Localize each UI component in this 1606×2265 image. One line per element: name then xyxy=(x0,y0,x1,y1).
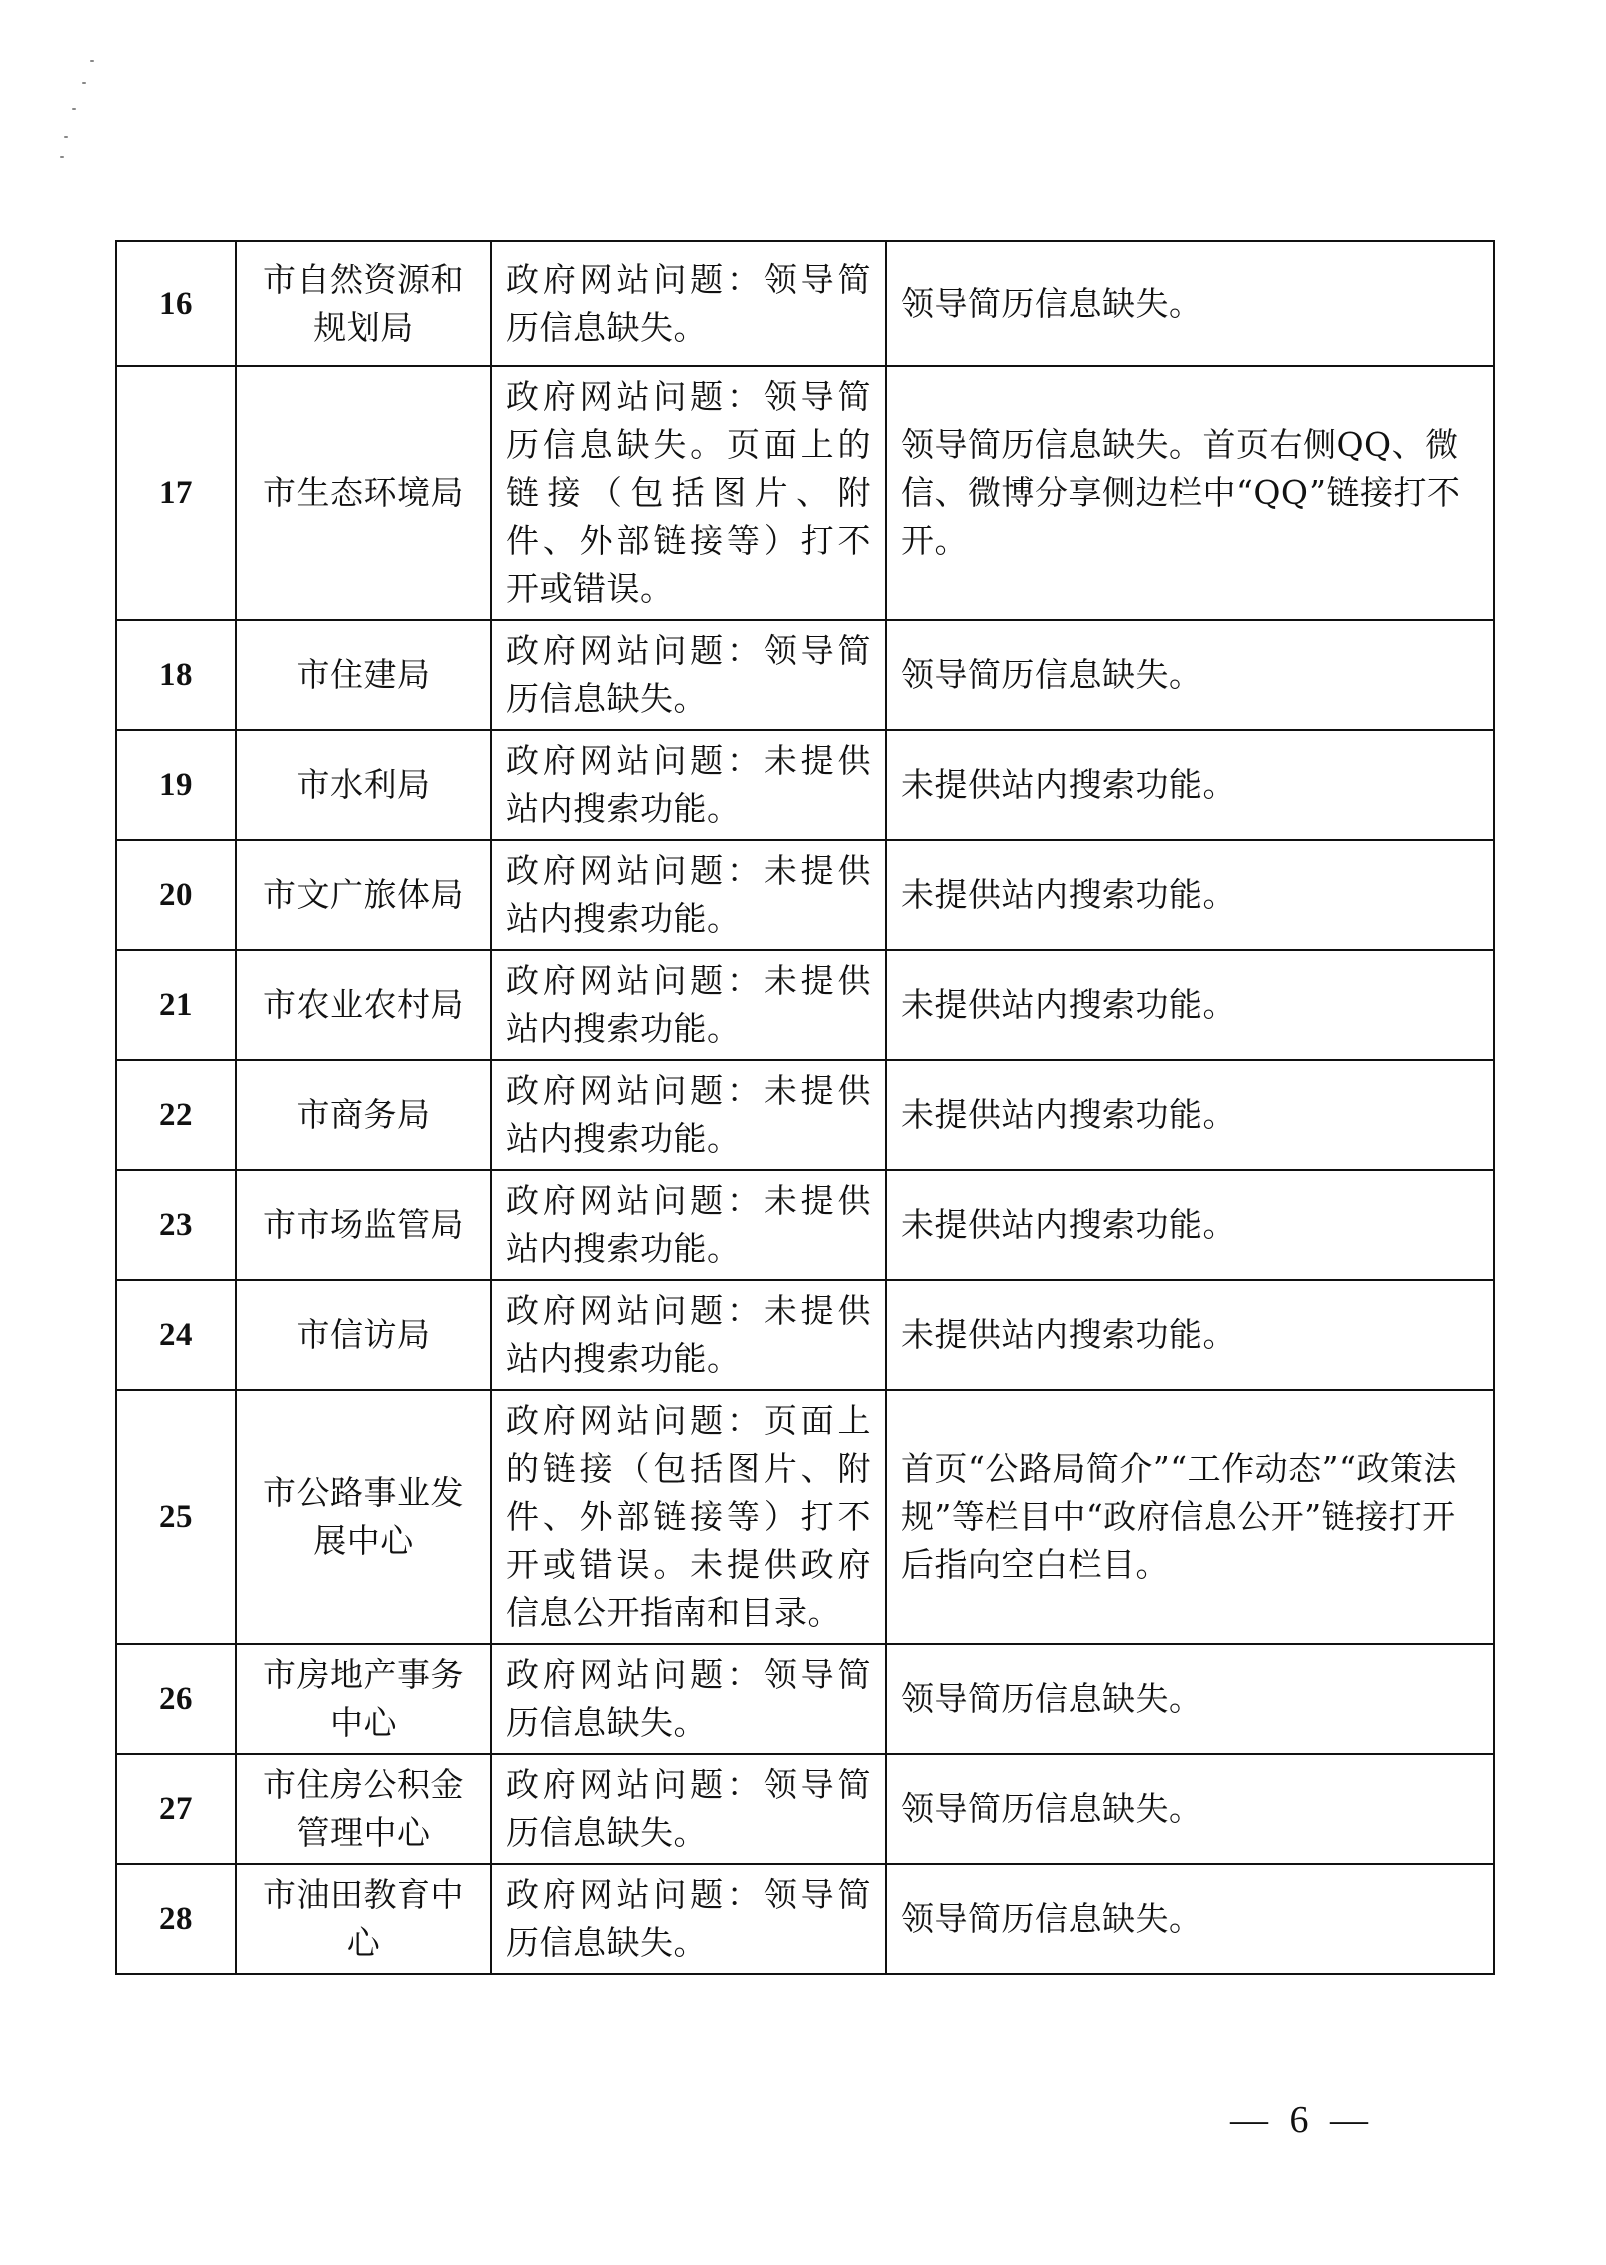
unit-name: 市住建局 xyxy=(236,620,491,730)
issue-text: 政府网站问题：未提供站内搜索功能。 xyxy=(491,1170,886,1280)
unit-name: 市油田教育中心 xyxy=(236,1864,491,1974)
row-number: 22 xyxy=(116,1060,236,1170)
row-number: 27 xyxy=(116,1754,236,1864)
issue-text: 政府网站问题：领导简历信息缺失。 xyxy=(491,241,886,366)
detail-text: 领导简历信息缺失。 xyxy=(886,620,1494,730)
issue-text: 政府网站问题：未提供站内搜索功能。 xyxy=(491,1280,886,1390)
row-number: 24 xyxy=(116,1280,236,1390)
table-row xyxy=(116,840,1494,950)
unit-name: 市农业农村局 xyxy=(236,950,491,1060)
table-row xyxy=(116,1754,1494,1864)
detail-text: 未提供站内搜索功能。 xyxy=(886,1170,1494,1280)
row-number: 28 xyxy=(116,1864,236,1974)
unit-name: 市水利局 xyxy=(236,730,491,840)
table-row xyxy=(116,1280,1494,1390)
issue-text: 政府网站问题：页面上的链接（包括图片、附件、外部链接等）打不开或错误。未提供政府信息公开指南和目录。 xyxy=(491,1390,886,1644)
page-number: — 6 — xyxy=(1230,2099,1374,2141)
unit-name: 市自然资源和规划局 xyxy=(236,241,491,366)
table-row xyxy=(116,366,1494,620)
table-row xyxy=(116,241,1494,366)
unit-name: 市住房公积金管理中心 xyxy=(236,1754,491,1864)
issue-text: 政府网站问题：未提供站内搜索功能。 xyxy=(491,1060,886,1170)
issue-text: 政府网站问题：领导简历信息缺失。 xyxy=(491,1864,886,1974)
issue-text: 政府网站问题：未提供站内搜索功能。 xyxy=(491,950,886,1060)
row-number: 18 xyxy=(116,620,236,730)
detail-text: 未提供站内搜索功能。 xyxy=(886,730,1494,840)
unit-name: 市生态环境局 xyxy=(236,366,491,620)
detail-text: 领导简历信息缺失。 xyxy=(886,1864,1494,1974)
detail-text: 领导简历信息缺失。 xyxy=(886,241,1494,366)
table-row xyxy=(116,1390,1494,1644)
unit-name: 市信访局 xyxy=(236,1280,491,1390)
detail-text: 未提供站内搜索功能。 xyxy=(886,840,1494,950)
unit-name: 市房地产事务中心 xyxy=(236,1644,491,1754)
table-row xyxy=(116,1170,1494,1280)
row-number: 19 xyxy=(116,730,236,840)
issue-text: 政府网站问题：未提供站内搜索功能。 xyxy=(491,840,886,950)
detail-text: 未提供站内搜索功能。 xyxy=(886,950,1494,1060)
row-number: 26 xyxy=(116,1644,236,1754)
row-number: 20 xyxy=(116,840,236,950)
row-number: 17 xyxy=(116,366,236,620)
table-row xyxy=(116,1060,1494,1170)
issue-text: 政府网站问题：领导简历信息缺失。 xyxy=(491,1644,886,1754)
unit-name: 市市场监管局 xyxy=(236,1170,491,1280)
detail-text: 未提供站内搜索功能。 xyxy=(886,1280,1494,1390)
issues-table xyxy=(115,240,1495,1975)
table-row xyxy=(116,730,1494,840)
issue-text: 政府网站问题：领导简历信息缺失。 xyxy=(491,620,886,730)
issue-text: 政府网站问题：领导简历信息缺失。页面上的链接（包括图片、附件、外部链接等）打不开或错误。 xyxy=(491,366,886,620)
detail-text: 未提供站内搜索功能。 xyxy=(886,1060,1494,1170)
detail-text: 首页“公路局简介”“工作动态”“政策法规”等栏目中“政府信息公开”链接打开后指向空白栏目。 xyxy=(886,1390,1494,1644)
row-number: 25 xyxy=(116,1390,236,1644)
table-row xyxy=(116,1644,1494,1754)
unit-name: 市商务局 xyxy=(236,1060,491,1170)
row-number: 21 xyxy=(116,950,236,1060)
table-row xyxy=(116,620,1494,730)
table-row xyxy=(116,950,1494,1060)
issue-text: 政府网站问题：领导简历信息缺失。 xyxy=(491,1754,886,1864)
detail-text: 领导简历信息缺失。 xyxy=(886,1644,1494,1754)
row-number: 16 xyxy=(116,241,236,366)
detail-text: 领导简历信息缺失。 xyxy=(886,1754,1494,1864)
unit-name: 市文广旅体局 xyxy=(236,840,491,950)
scan-specks xyxy=(60,60,130,170)
unit-name: 市公路事业发展中心 xyxy=(236,1390,491,1644)
issue-text: 政府网站问题：未提供站内搜索功能。 xyxy=(491,730,886,840)
table-row xyxy=(116,1864,1494,1974)
row-number: 23 xyxy=(116,1170,236,1280)
detail-text: 领导简历信息缺失。首页右侧QQ、微信、微博分享侧边栏中“QQ”链接打不开。 xyxy=(886,366,1494,620)
